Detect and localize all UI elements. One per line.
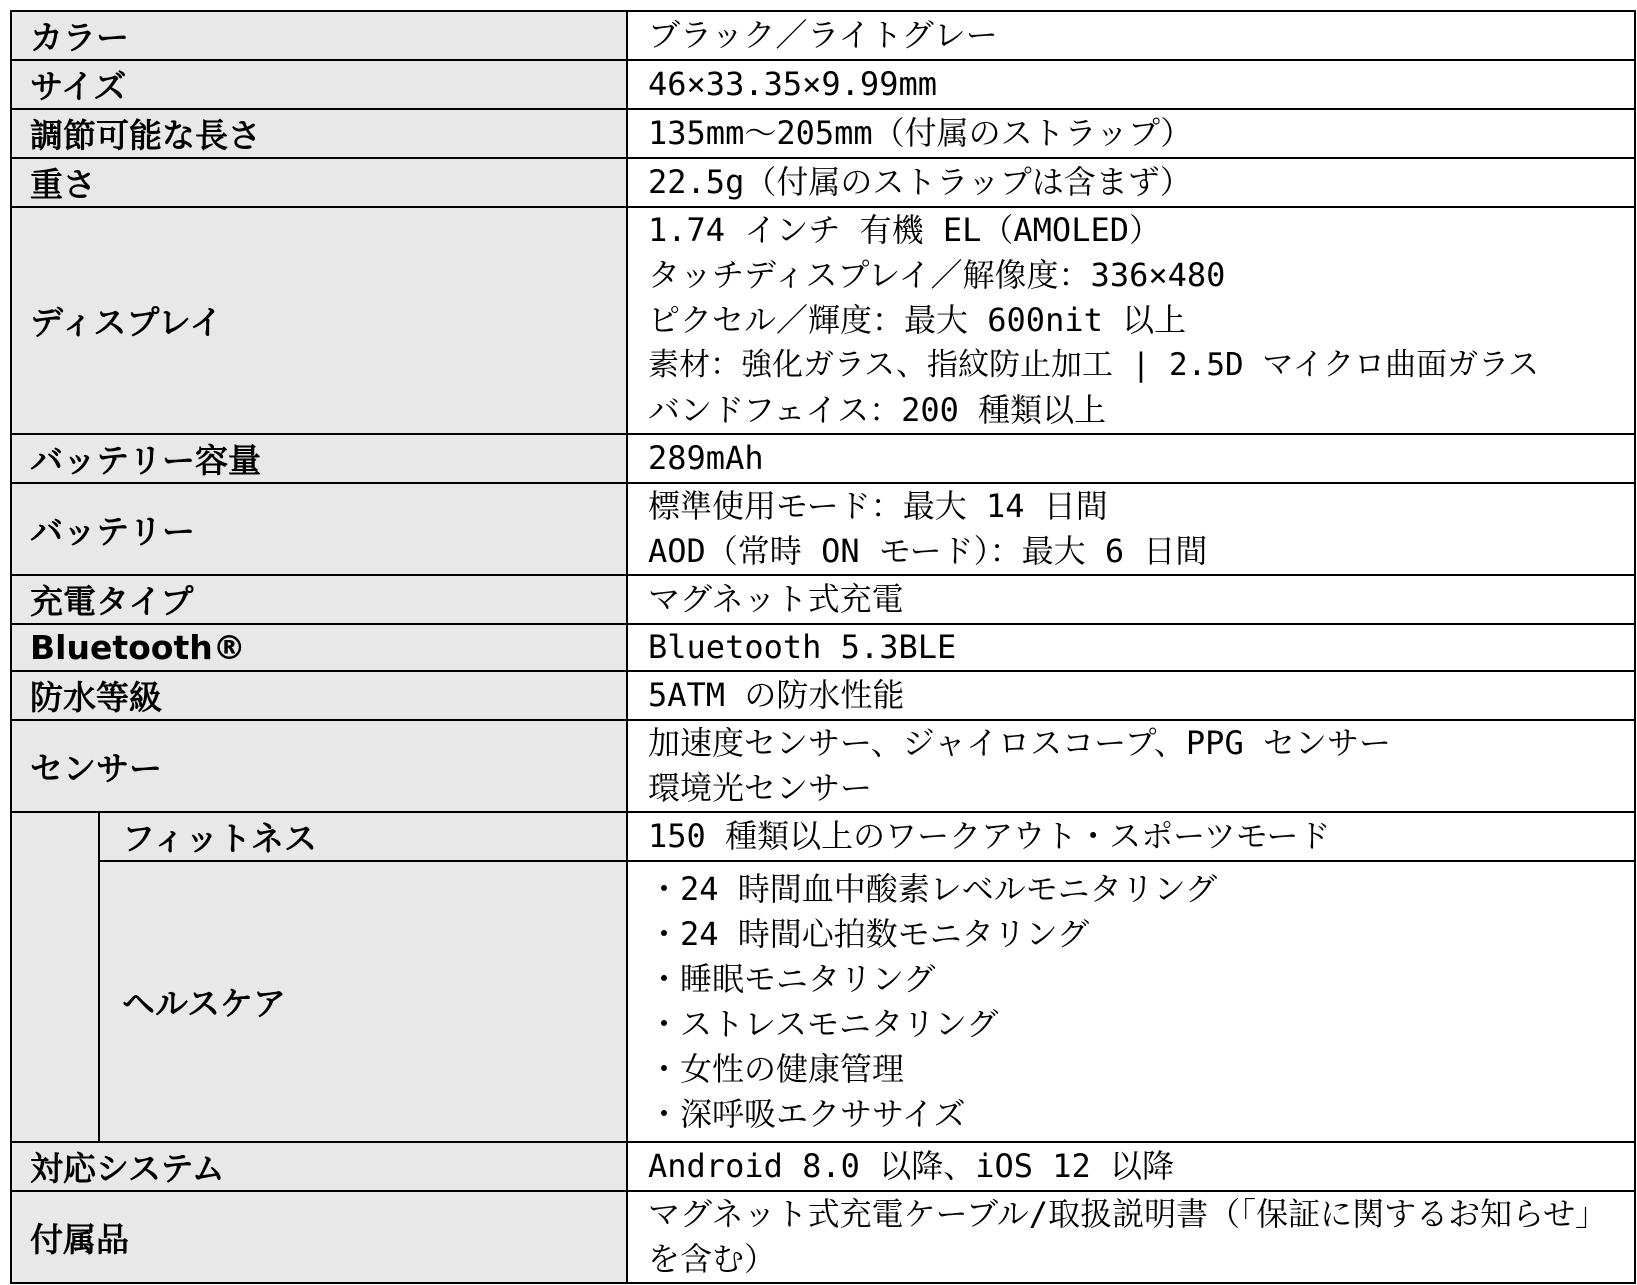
spec-row-display (11, 207, 1635, 434)
spec-value-display (627, 207, 1635, 434)
value-line: AOD（常時 ON モード）：最大 6 日間 (648, 532, 1208, 570)
spec-row-charging-type (11, 575, 1635, 624)
value-line: ・ストレスモニタリング (648, 1004, 999, 1043)
spec-label-water-resistance: 防水等級 (11, 671, 627, 720)
spec-row-bluetooth (11, 624, 1635, 671)
spec-row-battery-capacity (11, 434, 1635, 483)
spec-value-weight (627, 158, 1635, 207)
value-line: 5ATM の防水性能 (648, 676, 905, 714)
value-line: バンドフェイス：200 種類以上 (648, 391, 1107, 429)
value-line: Bluetooth 5.3BLE (648, 628, 957, 666)
value-line: 標準使用モード：最大 14 日間 (648, 487, 1108, 525)
spec-value-charging-type (627, 575, 1635, 624)
value-line: 環境光センサー (648, 769, 873, 807)
spec-row-supported-systems (11, 1142, 1635, 1191)
spec-label-accessories: 付属品 (11, 1191, 627, 1283)
spec-row-adjustable-length (11, 109, 1635, 158)
spec-label-bluetooth: Bluetooth® (11, 624, 627, 671)
spec-value-fitness (627, 812, 1635, 861)
spec-value-supported-systems (627, 1142, 1635, 1191)
value-line: 150 種類以上のワークアウト・スポーツモード (648, 817, 1331, 855)
value-line: ・女性の健康管理 (648, 1049, 905, 1088)
value-line: マグネット式充電ケーブル/取扱説明書（「保証に関するお知らせ」を含む） (648, 1195, 1608, 1278)
value-line: ・深呼吸エクササイズ (648, 1094, 966, 1133)
spec-label-supported-systems: 対応システム (11, 1142, 627, 1191)
spec-label-adjustable-length: 調節可能な長さ (11, 109, 627, 158)
value-line: Android 8.0 以降、iOS 12 以降 (648, 1147, 1175, 1185)
spec-row-size (11, 60, 1635, 109)
value-line: 135mm〜205mm（付属のストラップ） (648, 114, 1193, 152)
value-line: 1.74 インチ 有機 EL（AMOLED） (648, 211, 1161, 249)
spec-label-sensors: センサー (11, 720, 627, 812)
value-line: タッチディスプレイ／解像度：336×480 (648, 256, 1226, 294)
value-line: 加速度センサー、ジャイロスコープ、PPG センサー (648, 724, 1391, 762)
spec-row-fitness (11, 812, 1635, 861)
spec-value-size (627, 60, 1635, 109)
value-line: ・睡眠モニタリング (648, 959, 936, 998)
spec-label-battery: バッテリー (11, 483, 627, 575)
value-line: ・24 時間血中酸素レベルモニタリング (648, 869, 1218, 908)
spec-value-bluetooth (627, 624, 1635, 671)
spec-label-battery-capacity: バッテリー容量 (11, 434, 627, 483)
spec-label-charging-type: 充電タイプ (11, 575, 627, 624)
value-line: 22.5g（付属のストラップは含まず） (648, 163, 1192, 201)
spec-value-battery (627, 483, 1635, 575)
spec-table (10, 10, 1636, 1284)
spec-label-healthcare: ヘルスケア (99, 861, 627, 1142)
spec-value-adjustable-length (627, 109, 1635, 158)
spec-row-weight (11, 158, 1635, 207)
value-line: 素材：強化ガラス、指紋防止加工 | 2.5D マイクロ曲面ガラス (648, 347, 1540, 383)
spec-label-weight: 重さ (11, 158, 627, 207)
spec-row-water-resistance (11, 671, 1635, 720)
value-line: ブラック／ライトグレー (648, 16, 998, 54)
spec-value-accessories (627, 1191, 1635, 1283)
value-line: マグネット式充電 (648, 580, 904, 618)
spec-value-color (627, 11, 1635, 60)
spec-row-color (11, 11, 1635, 60)
value-line: ピクセル／輝度：最大 600nit 以上 (648, 301, 1187, 339)
spec-row-accessories (11, 1191, 1635, 1283)
spec-value-battery-capacity (627, 434, 1635, 483)
value-line: ・24 時間心拍数モニタリング (648, 914, 1090, 953)
spec-label-fitness: フィットネス (99, 812, 627, 861)
spec-value-sensors (627, 720, 1635, 812)
spec-value-healthcare (627, 861, 1635, 1142)
value-line: 46×33.35×9.99mm (648, 65, 937, 103)
spec-indent-cell (11, 812, 99, 1142)
spec-label-color: カラー (11, 11, 627, 60)
spec-label-display: ディスプレイ (11, 207, 627, 434)
spec-row-healthcare (11, 861, 1635, 1142)
spec-label-size: サイズ (11, 60, 627, 109)
spec-row-battery (11, 483, 1635, 575)
spec-row-sensors (11, 720, 1635, 812)
spec-value-water-resistance (627, 671, 1635, 720)
value-line: 289mAh (648, 439, 764, 477)
